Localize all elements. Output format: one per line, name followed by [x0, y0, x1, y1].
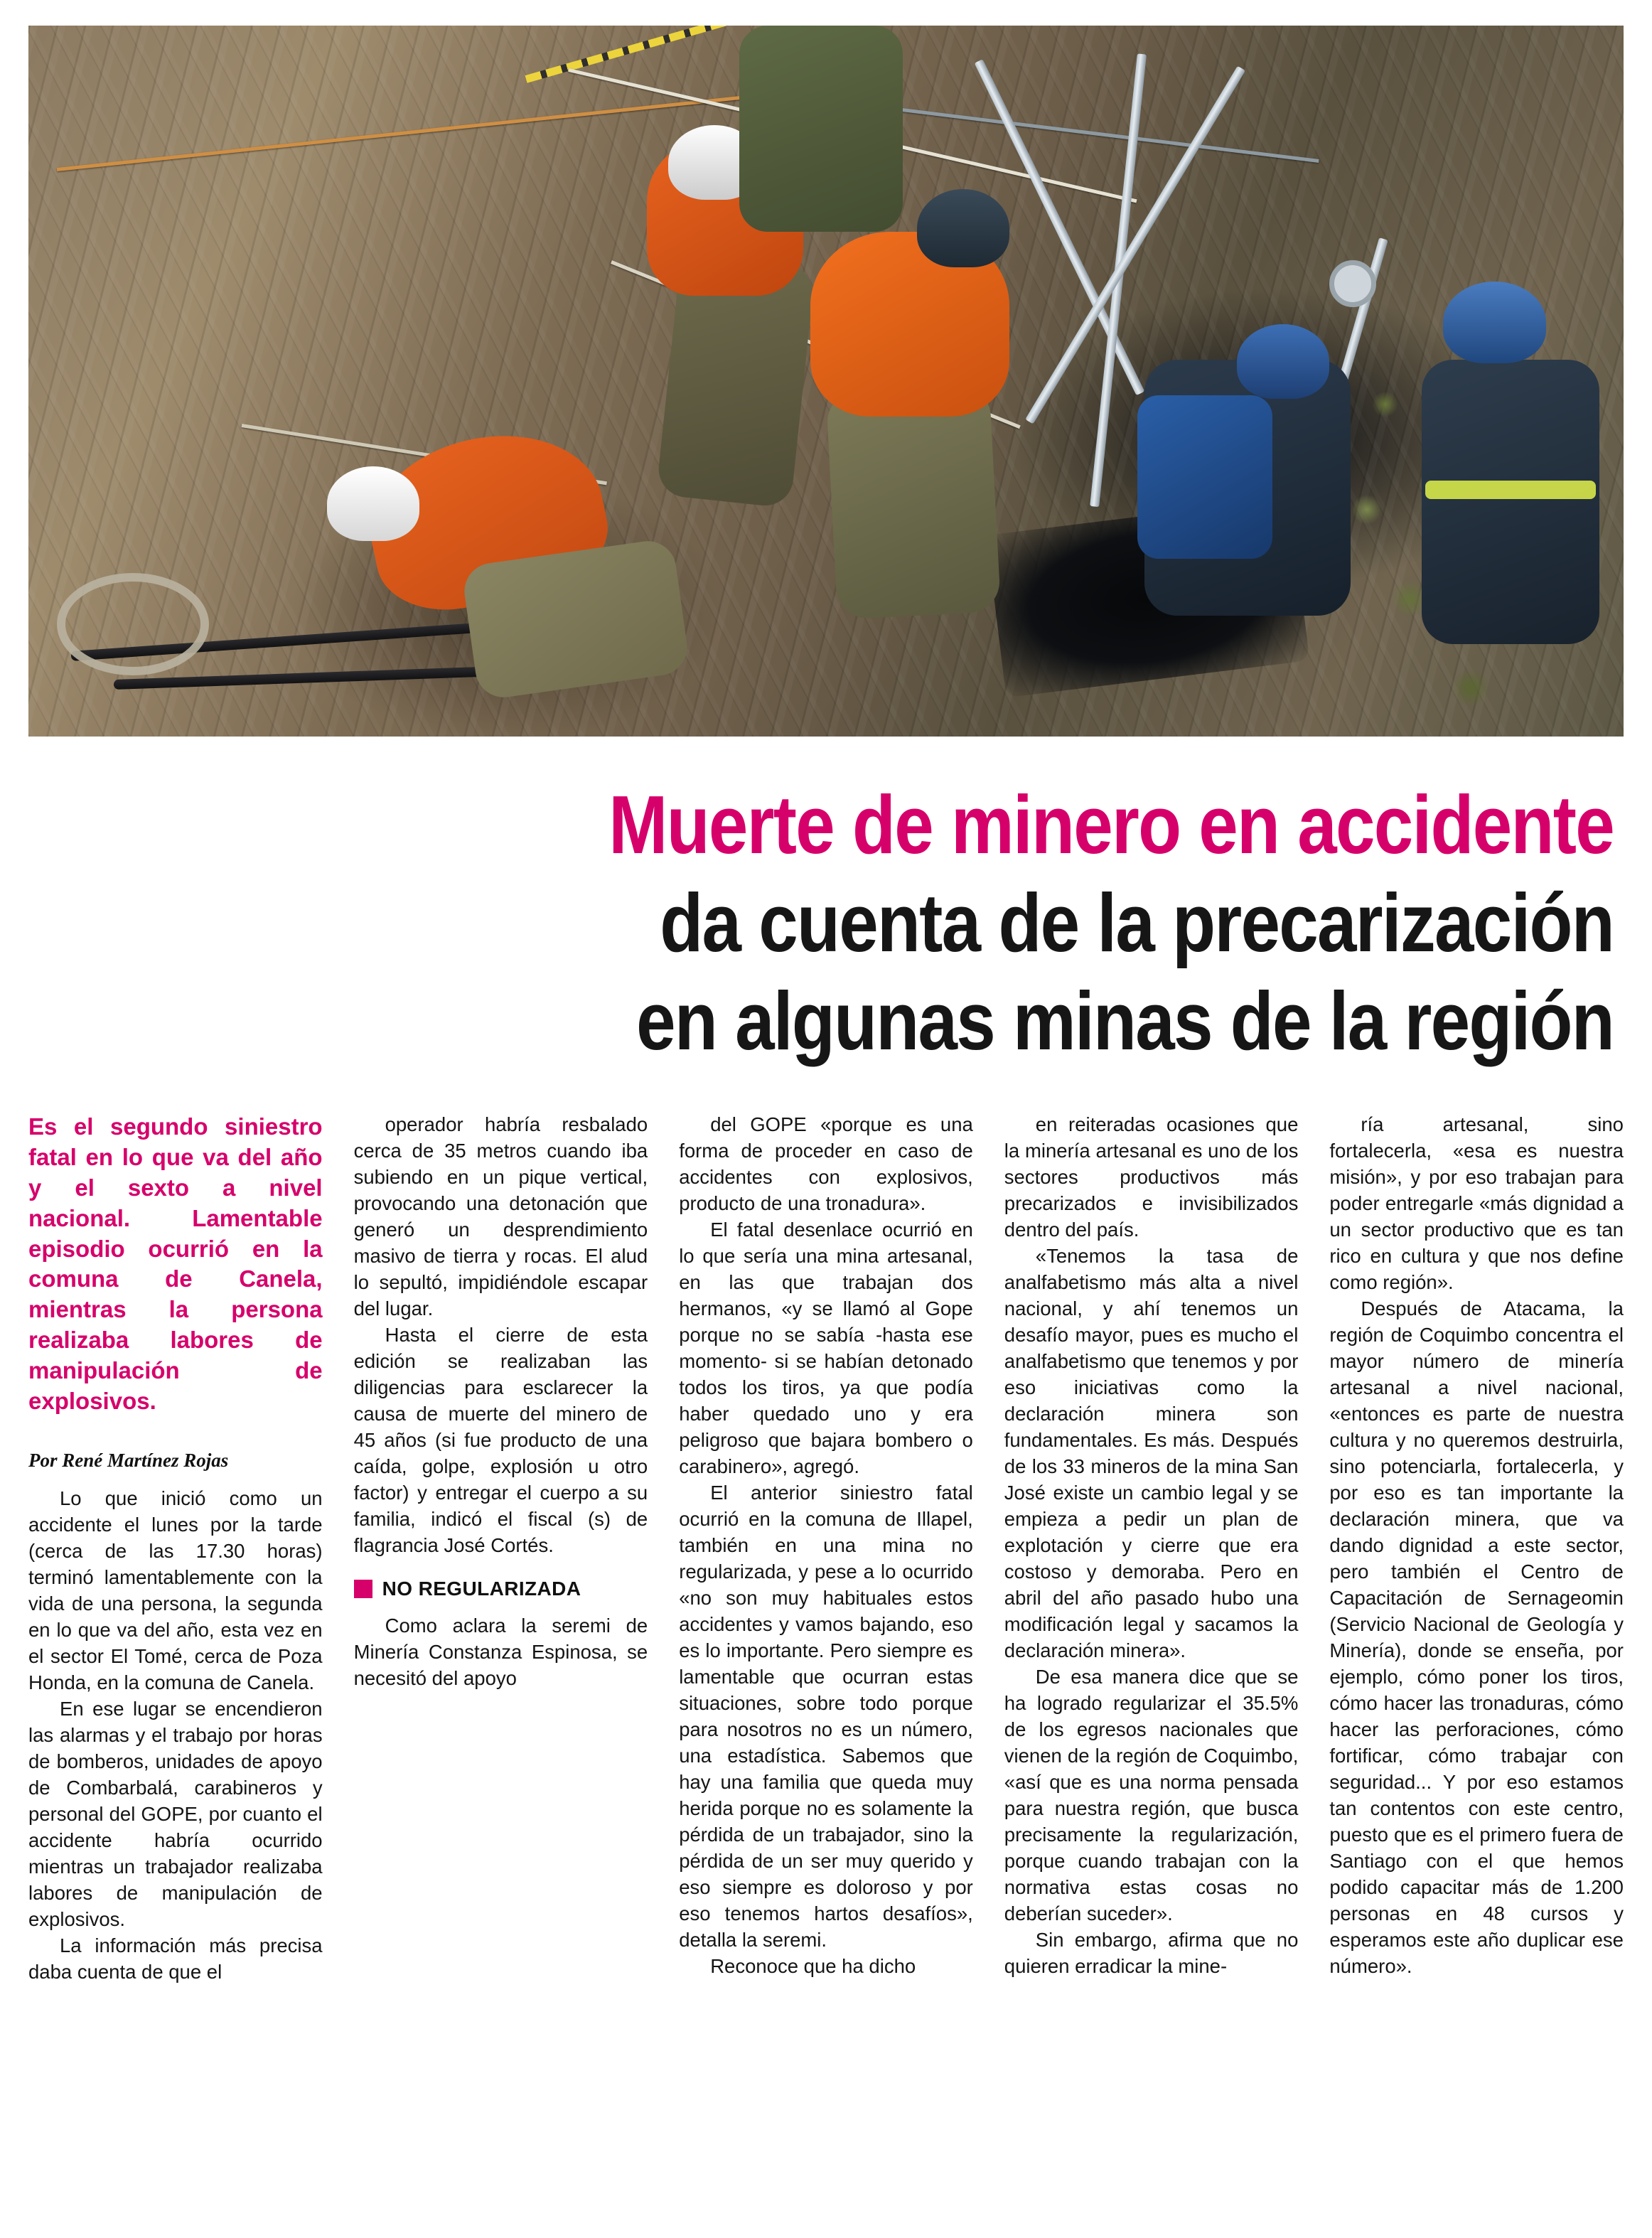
- rescuer-top-body: [739, 26, 903, 232]
- section-subhead-label: NO REGULARIZADA: [382, 1577, 581, 1600]
- paragraph: Lo que inició como un accidente el lunes por la tarde (cerca de las 17.30 horas) terminó lamentablemente con la vida de una persona, la segunda en lo que va del año, esta vez en el sector El Tomé, cerca de Poza Honda, en la comuna de Canela.: [28, 1487, 323, 1693]
- paragraph: en reiteradas ocasiones que la minería artesanal es uno de los sectores productivos más precarizados e invisibilizados dentro del país.: [1004, 1113, 1299, 1241]
- column-1: [28, 1112, 323, 1986]
- rescuer-far-right-body: [1422, 360, 1599, 644]
- paragraph: «Tenemos la tasa de analfabetismo más alta a nivel nacional, y ahí tenemos un desafío mayor, pues es mucho el analfabetismo que tenemos y por eso iniciativas como la declaración minera son fundamentales. Es más. Después de los 33 mineros de la mina San José existe un cambio legal y se empieza a pedir un plan de explotación y cierre que era costoso y demoraba. Pero en abril del año pasado hubo una modificación legal y sacamos la declaración minera».: [1004, 1244, 1299, 1661]
- paragraph: operador habría resbalado cerca de 35 metros cuando iba subiendo en un pique vertical, provocando una detonación que generó un desprendimiento masivo de tierra y rocas. El alud lo sepultó, impidiéndole escapar del lugar.: [353, 1113, 648, 1319]
- reflective-stripe: [1425, 481, 1596, 499]
- rescuer-right-helmet: [1237, 324, 1329, 399]
- rescuer-front-left-helmet: [327, 466, 419, 541]
- paragraph: La información más precisa daba cuenta de que el: [28, 1934, 323, 1983]
- paragraph: Después de Atacama, la región de Coquimbo concentra el mayor número de minería artesanal a nivel nacional, «entonces es parte de nuestra cultura y no queremos destruirla, sino potenciarla, fortalecerla, y por eso es tan importante la declaración minera, que va dando dignidad a este sector, pero también el Centro de Capacitación de Sernageomin (Servicio Nacional de Geología y Minería), donde se enseña, por ejemplo, cómo poner los tiros, cómo hacer las tronaduras, cómo hacer las perforaciones, cómo fortificar, cómo trabajar con seguridad... Y por eso estamos tan contentos con este centro, puesto que es el primero fuera de Santiago con el que hemos podido capacitar más de 1.200 personas en 48 cursos y esperamos este año duplicar ese número».: [1329, 1297, 1624, 1977]
- byline: Por René Martínez Rojas: [28, 1449, 229, 1471]
- paragraph: Reconoce que ha dicho: [710, 1954, 916, 1977]
- column-5: [1329, 1112, 1624, 1986]
- rescuer-center-legs: [826, 384, 1001, 620]
- paragraph: del GOPE «porque es una forma de proceder en caso de accidentes con explosivos, producto de una tronadura».: [679, 1113, 973, 1214]
- square-bullet-icon: [354, 1580, 372, 1598]
- lede-paragraph: Es el segundo siniestro fatal en lo que va del año y el sexto a nivel nacional. Lamentable episodio ocurrió en la comuna de Canela, mientras la persona realizaba labores de manipulación de explosivos.: [28, 1113, 323, 1415]
- rescuer-far-right-helmet: [1443, 282, 1546, 363]
- column-3: [679, 1112, 973, 1986]
- headline-line-3: en algunas minas de la región: [636, 975, 1614, 1067]
- paragraph: De esa manera dice que se ha logrado regularizar el 35.5% de los egresos nacionales que vienen de la región de Coquimbo, «así que es una norma pensada para nuestra región, que busca precisamente la regularización, porque cuando trabajan con la normativa estas cosas no deberían suceder».: [1004, 1665, 1299, 1924]
- section-subhead: [354, 1578, 648, 1600]
- paragraph: El fatal desenlace ocurrió en lo que sería una mina artesanal, en las que trabajan dos hermanos, «y se llamó al Gope porque no se sabía -hasta ese momento- si se habían detonado todos los tiros, ya que podía haber quedado uno y era peligroso que bajara bombero o carabinero», agregó.: [679, 1218, 973, 1477]
- paragraph: Como aclara la seremi de Minería Constanza Espinosa, se necesitó del apoyo: [353, 1614, 648, 1689]
- coiled-cable: [57, 573, 209, 675]
- paragraph: En ese lugar se encendieron las alarmas y el trabajo por horas de bomberos, unidades de apoyo de Combarbalá, carabineros y personal del GOPE, por cuanto el accidente habría ocurrido mientras un trabajador realizaba labores de manipulación de explosivos.: [28, 1697, 323, 1930]
- paragraph: Hasta el cierre de esta edición se realizaban las diligencias para esclarecer la causa de muerte del minero de 45 años (si fue producto de una caída, golpe, explosión u otro factor) y entregar el cuerpo a su familia, indicó el fiscal (s) de flagrancia José Cortés.: [353, 1323, 648, 1556]
- paragraph: Sin embargo, afirma que no quieren erradicar la mine-: [1004, 1928, 1299, 1977]
- article-columns: [28, 1112, 1624, 1986]
- headline-line-2: da cuenta de la precarización: [660, 877, 1614, 969]
- column-4: [1004, 1112, 1299, 1986]
- rescuer-center-helmet: [917, 189, 1009, 267]
- headline-line-1: Muerte de minero en accidente: [608, 778, 1614, 871]
- rescuer-right-backpack: [1137, 395, 1272, 559]
- tripod-pulley: [1329, 260, 1376, 307]
- column-2: [354, 1112, 648, 1986]
- article-photo: [28, 26, 1624, 737]
- paragraph: ría artesanal, sino fortalecerla, «esa es nuestra misión», y por eso trabajan para poder entregarle «más dignidad a un sector productivo que es tan rico en cultura y que nos define como región».: [1329, 1113, 1624, 1293]
- paragraph: El anterior siniestro fatal ocurrió en la comuna de Illapel, también en una mina no regularizada, y pese a lo ocurrido «no son muy habituales estos accidentes y vamos bajando, eso es lo importante. Pero siempre es lamentable que ocurran estas situaciones, sobre todo porque para nosotros no es un número, una estadística. Sabemos que hay una familia que queda muy herida porque no es solamente la pérdida de un trabajador, sino la pérdida de un ser muy querido y eso siempre es doloroso y por eso tenemos hartos desafíos», detalla la seremi.: [679, 1481, 973, 1951]
- headline: [28, 778, 1624, 1067]
